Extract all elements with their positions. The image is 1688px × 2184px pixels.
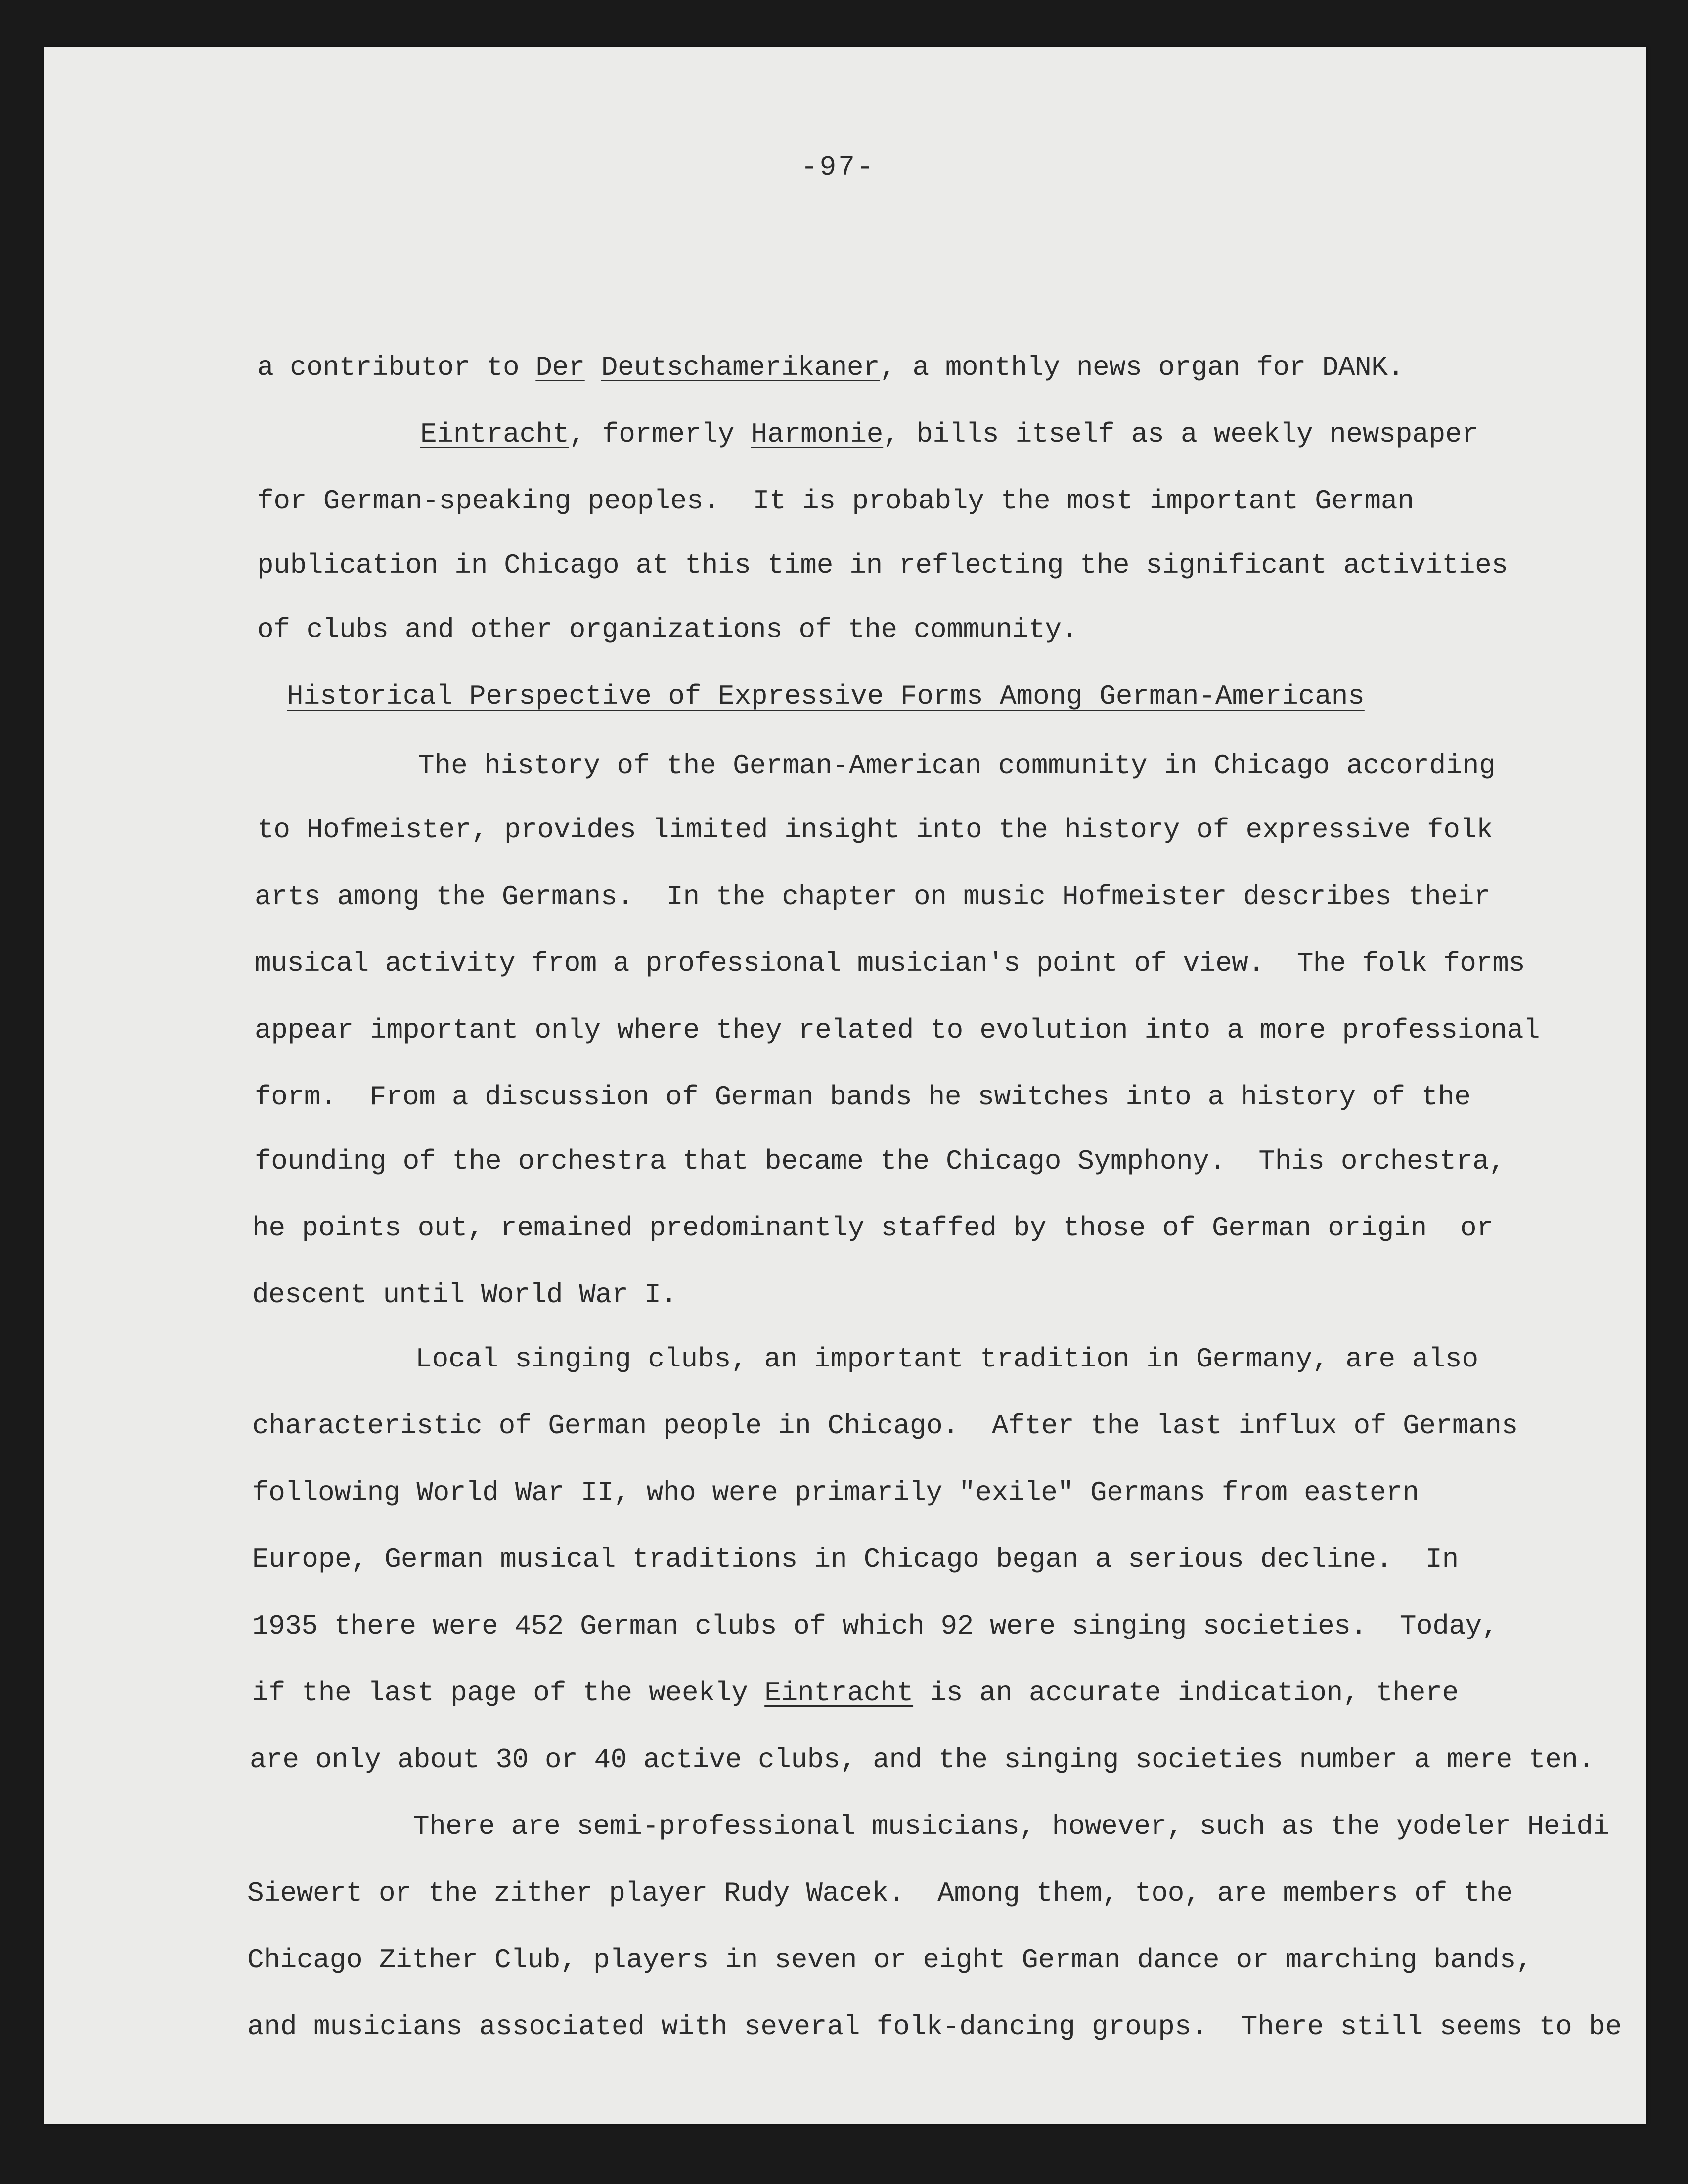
underlined-title: Deutschamerikaner	[601, 352, 880, 383]
text-run: to Hofmeister, provides limited insight into the history of expressive folk	[257, 814, 1493, 846]
text-line	[247, 2013, 1622, 2041]
text-line	[252, 1612, 1498, 1640]
text-line	[252, 1214, 1493, 1242]
text-run: arts among the Germans. In the chapter on music Hofmeister describes their	[255, 881, 1491, 912]
text-run: The history of the German-American community in Chicago according	[418, 750, 1496, 781]
text-line	[257, 551, 1508, 579]
text-run: appear important only where they related to evolution into a more professional	[255, 1014, 1540, 1046]
text-run: descent until World War I.	[252, 1279, 677, 1311]
text-run: he points out, remained predominantly staffed by those of German origin or	[252, 1212, 1493, 1244]
text-run: founding of the orchestra that became the Chicago Symphony. This orchestra,	[255, 1145, 1506, 1177]
heading-text: Historical Perspective of Expressive Forms Among German-Americans	[287, 681, 1365, 712]
text-run: , bills itself as a weekly newspaper	[883, 418, 1478, 450]
text-line	[255, 1147, 1506, 1175]
text-run: form. From a discussion of German bands he switches into a history of the	[255, 1081, 1471, 1113]
text-run: and musicians associated with several folk-dancing groups. There still seems to be	[247, 2011, 1622, 2043]
text-run: are only about 30 or 40 active clubs, and the singing societies number a mere ten.	[250, 1744, 1595, 1775]
text-run: 1935 there were 452 German clubs of which 92 were singing societies. Today,	[252, 1610, 1498, 1642]
text-run: musical activity from a professional musician's point of view. The folk forms	[255, 948, 1525, 979]
typed-page	[44, 47, 1646, 2124]
underlined-title: Der	[535, 352, 585, 383]
text-run: of clubs and other organizations of the community.	[257, 614, 1078, 645]
text-line	[257, 487, 1414, 515]
text-line	[413, 1813, 1609, 1840]
text-run: if the last page of the weekly	[252, 1677, 765, 1709]
underlined-title: Eintracht	[420, 418, 569, 450]
text-line	[257, 616, 1078, 643]
text-line	[252, 1412, 1518, 1440]
text-line	[252, 1479, 1419, 1506]
text-run: Europe, German musical traditions in Chicago began a serious decline. In	[252, 1544, 1459, 1575]
text-line	[257, 816, 1493, 844]
text-run: Chicago Zither Club, players in seven or eight German dance or marching bands,	[247, 1944, 1533, 1976]
text-line	[415, 1345, 1478, 1373]
underlined-title: Eintracht	[764, 1677, 914, 1709]
text-run: Local singing clubs, an important tradition in Germany, are also	[415, 1343, 1479, 1375]
page-number: -97-	[801, 151, 876, 183]
text-run: , formerly	[569, 418, 751, 450]
text-line	[252, 1679, 1459, 1707]
text-run: is an accurate indication, there	[913, 1677, 1459, 1709]
text-run: publication in Chicago at this time in reflecting the significant activities	[257, 549, 1508, 581]
text-run: There are semi-professional musicians, however, such as the yodeler Heidi	[413, 1811, 1609, 1842]
text-line	[247, 1879, 1513, 1907]
text-line	[252, 1546, 1459, 1573]
underlined-title: Harmonie	[751, 418, 884, 450]
text-run: , a monthly news organ for DANK.	[880, 352, 1404, 383]
section-heading	[287, 682, 1365, 710]
text-line	[255, 1083, 1470, 1111]
text-run: characteristic of German people in Chicago. After the last influx of Germans	[252, 1410, 1518, 1442]
text-line	[252, 1281, 677, 1309]
text-run	[585, 352, 601, 383]
text-line	[255, 1016, 1540, 1044]
text-run: for German-speaking peoples. It is probably the most important German	[257, 485, 1414, 517]
text-run: Siewert or the zither player Rudy Wacek. Among them, too, are members of the	[247, 1877, 1513, 1909]
text-line	[247, 1946, 1532, 1974]
text-run: following World War II, who were primarily "exile" Germans from eastern	[252, 1477, 1419, 1508]
text-line	[250, 1746, 1595, 1774]
text-line	[418, 752, 1496, 779]
text-line	[255, 883, 1490, 910]
text-line	[420, 420, 1478, 448]
text-line	[255, 950, 1525, 977]
text-line	[257, 354, 1404, 381]
text-run: a contributor to	[257, 352, 536, 383]
